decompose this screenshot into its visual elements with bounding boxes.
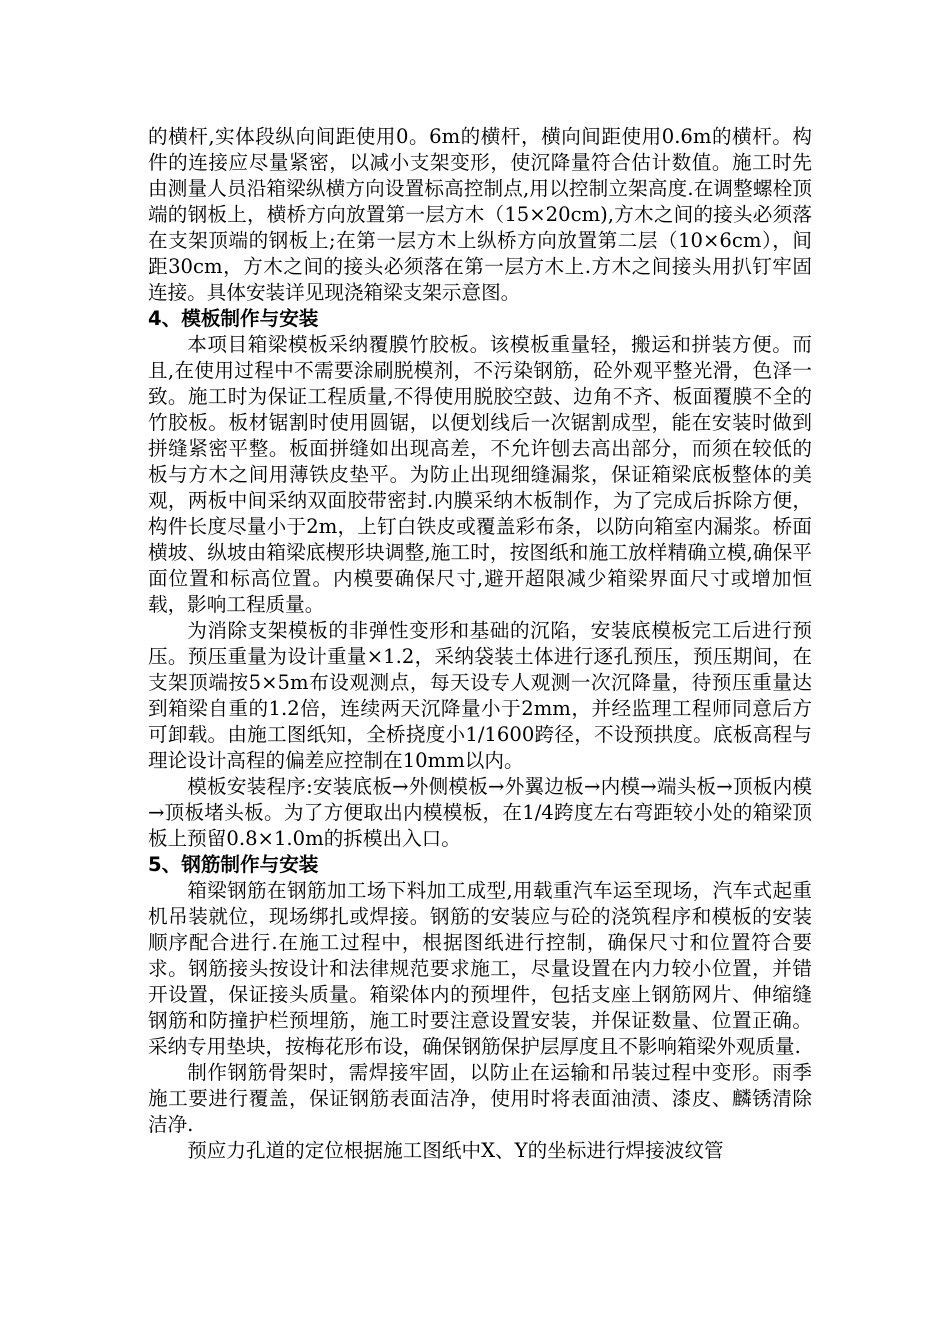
paragraph-continued: 的横杆,实体段纵向间距使用0。6m的横杆，横向间距使用0.6m的横杆。构件的连接应尽量紧密，以减小支架变形，使沉降量符合估计数值。施工时先由测量人员沿箱梁纵横方向设置标高控制点,用以控制立架高度.在调整螺栓顶端的钢板上，横桥方向放置第一层方木（15×20cm),方木之间的接头必须落在支架顶端的钢板上;在第一层方木上纵桥方向放置第二层（10×6cm），间距30cm，方木之间的接头必须落在第一层方木上.方木之间接头用扒钉牢固连接。具体安装详见现浇箱梁支架示意图。 <box>148 125 812 304</box>
paragraph-4-2: 为消除支架模板的非弹性变形和基础的沉陷，安装底模板完工后进行预压。预压重量为设计重量×1.2，采纳袋装土体进行逐孔预压，预压期间，在支架顶端按5×5m布设观测点，每天设专人观测一次沉降量，待预压重量达到箱梁自重的1.2倍，连续两天沉降量小于2mm，并经监理工程师同意后方可卸载。由施工图纸知，全桥挠度小1/1600跨径，不设预拱度。底板高程与理论设计高程的偏差应控制在10mm以内。 <box>148 619 812 772</box>
document-page <box>148 124 812 1164</box>
paragraph-5-3: 预应力孔道的定位根据施工图纸中X、Y的坐标进行焊接波纹管 <box>187 1139 724 1162</box>
section-heading-4: 4、模板制作与安装 <box>148 307 319 330</box>
paragraph-5-2: 制作钢筋骨架时，需焊接牢固，以防止在运输和吊装过程中变形。雨季施工要进行覆盖，保证钢筋表面洁净，使用时将表面油渍、漆皮、麟锈清除洁净. <box>148 1061 812 1136</box>
paragraph-5-1: 箱梁钢筋在钢筋加工场下料加工成型,用载重汽车运至现场，汽车式起重机吊装就位，现场绑扎或焊接。钢筋的安装应与砼的浇筑程序和模板的安装顺序配合进行.在施工过程中，根据图纸进行控制，确保尺寸和位置符合要求。钢筋接头按设计和法律规范要求施工，尽量设置在内力较小位置，并错开设置，保证接头质量。箱梁体内的预埋件，包括支座上钢筋网片、伸缩缝钢筋和防撞护栏预埋筋，施工时要注意设置安装，并保证数量、位置正确。采纳专用垫块，按梅花形布设，确保钢筋保护层厚度且不影响箱梁外观质量. <box>148 879 812 1058</box>
section-heading-5: 5、钢筋制作与安装 <box>148 853 319 876</box>
paragraph-4-1: 本项目箱梁模板采纳覆膜竹胶板。该模板重量轻，搬运和拼装方便。而且,在使用过程中不需要涂刷脱模剂，不污染钢筋，砼外观平整光滑，色泽一致。施工时为保证工程质量,不得使用脱胶空鼓、边角不齐、板面覆膜不全的竹胶板。板材锯割时使用圆锯，以便划线后一次锯割成型，能在安装时做到拼缝紧密平整。板面拼缝如出现高差，不允许刨去高出部分，而须在较低的板与方木之间用薄铁皮垫平。为防止出现细缝漏浆，保证箱梁底板整体的美观，两板中间采纳双面胶带密封.内膜采纳木板制作，为了完成后拆除方便，构件长度尽量小于2m，上钉白铁皮或覆盖彩布条，以防向箱室内漏浆。桥面横坡、纵坡由箱梁底楔形块调整,施工时，按图纸和施工放样精确立模,确保平面位置和标高位置。内模要确保尺寸,避开超限减少箱梁界面尺寸或增加恒载，影响工程质量。 <box>148 333 812 616</box>
paragraph-4-3: 模板安装程序:安装底板→外侧模板→外翼边板→内模→端头板→顶板内模→顶板堵头板。为了方便取出内模模板，在1/4跨度左右弯距较小处的箱梁顶板上预留0.8×1.0m的拆模出入口。 <box>148 775 812 850</box>
